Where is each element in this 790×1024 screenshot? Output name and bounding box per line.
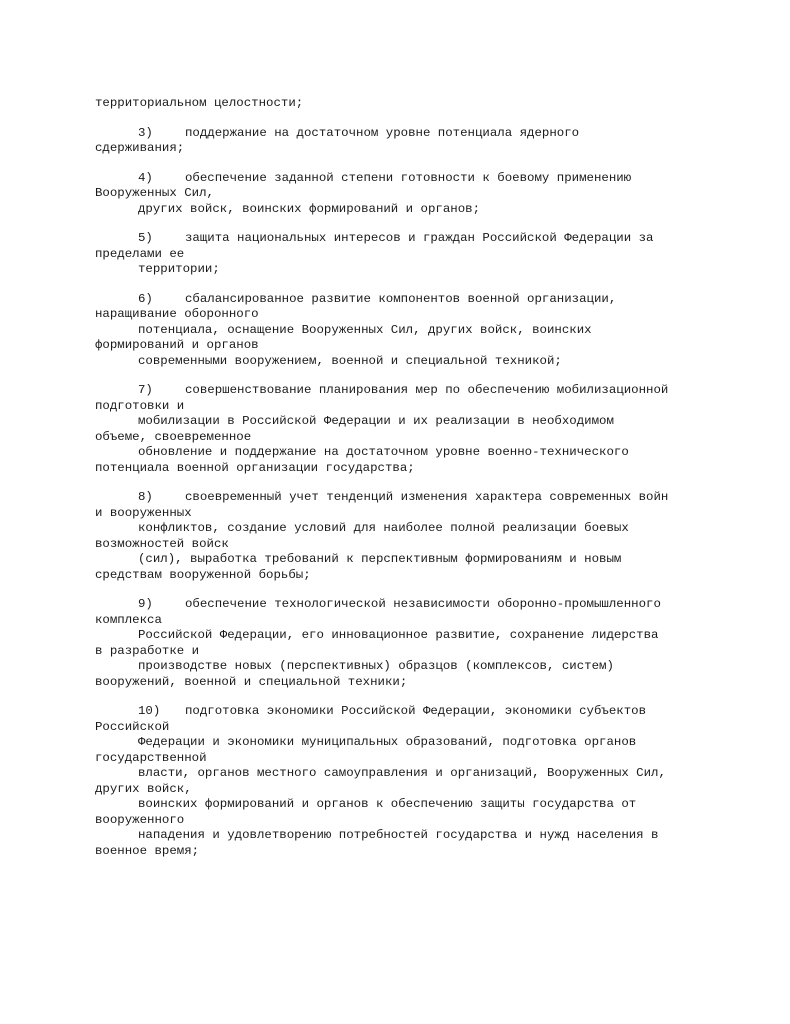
line-text: государственной <box>95 750 207 765</box>
item-number: 3) <box>138 125 153 140</box>
text-line <box>95 383 775 399</box>
text-line <box>95 430 775 446</box>
line-text: конфликтов, создание условий для наиболее полной реализации боевых <box>138 521 629 535</box>
text-line <box>95 521 775 537</box>
text-line <box>95 126 775 142</box>
line-text: сдерживания; <box>95 141 185 155</box>
text-line <box>95 675 775 691</box>
list-item <box>95 231 775 278</box>
text-line <box>95 323 775 339</box>
text-line <box>95 171 775 187</box>
text-line <box>95 597 775 613</box>
numbered-list <box>95 126 775 860</box>
text-line <box>95 751 775 767</box>
line-text: своевременный учет тенденций изменения характера современных войн <box>185 490 669 504</box>
text-line <box>95 537 775 553</box>
text-line <box>95 445 775 461</box>
line-text: власти, органов местного самоуправления и организаций, Вооруженных Сил, <box>138 766 666 780</box>
line-text: других войск, <box>95 781 192 796</box>
item-number: 5) <box>138 231 153 245</box>
item-number: 4) <box>138 170 153 185</box>
line-text: сбалансированное развитие компонентов военной организации, <box>185 291 617 306</box>
list-item <box>95 704 775 859</box>
line-text: средствам вооруженной борьбы; <box>95 567 311 582</box>
line-text: пределами ее <box>95 246 185 261</box>
list-item <box>95 490 775 583</box>
line-text: формирований и органов <box>95 338 259 352</box>
text-line <box>95 782 775 798</box>
line-text: в разработке и <box>95 643 200 658</box>
line-text: Российской Федерации, его инновационное развитие, сохранение лидерства <box>138 628 659 642</box>
intro-line: территориальном целостности; <box>95 96 304 110</box>
text-line <box>95 262 775 278</box>
line-text: производстве новых (перспективных) образцов (комплексов, систем) <box>138 659 614 673</box>
text-line <box>95 735 775 751</box>
text-line <box>95 490 775 506</box>
text-line <box>95 704 775 720</box>
line-text: вооруженного <box>95 812 185 827</box>
text-line <box>95 613 775 629</box>
text-line <box>95 399 775 415</box>
item-number: 7) <box>138 383 153 397</box>
text-line <box>95 338 775 354</box>
text-line <box>95 414 775 430</box>
text-line <box>95 307 775 323</box>
line-text: территории; <box>138 262 220 276</box>
text-line <box>95 720 775 736</box>
text-line <box>95 568 775 584</box>
text-line <box>95 813 775 829</box>
text-line <box>95 644 775 660</box>
line-text: военное время; <box>95 843 200 858</box>
line-text: подготовка экономики Российской Федерации, экономики субъектов <box>185 704 647 718</box>
line-text: мобилизации в Российской Федерации и их реализации в необходимом <box>138 414 614 428</box>
text-line <box>95 202 775 218</box>
line-text: совершенствование планирования мер по обеспечению мобилизационной <box>185 383 669 397</box>
line-text: поддержание на достаточном уровне потенциала ядерного <box>185 125 580 140</box>
text-line <box>95 844 775 860</box>
line-text: вооружений, военной и специальной техники; <box>95 674 408 689</box>
line-text: комплекса <box>95 612 162 627</box>
text-line <box>95 797 775 813</box>
list-item <box>95 171 775 218</box>
line-text: Российской <box>95 719 170 734</box>
line-text: нападения и удовлетворению потребностей государства и нужд населения в <box>138 828 659 842</box>
list-item <box>95 597 775 690</box>
line-text: объеме, своевременное <box>95 429 252 444</box>
text-line <box>95 141 775 157</box>
line-text: защита национальных интересов и граждан Российской Федерации за <box>185 231 654 245</box>
text-line <box>95 506 775 522</box>
list-item <box>95 126 775 157</box>
item-number: 9) <box>138 597 153 611</box>
item-number: 10) <box>138 704 161 718</box>
text-line <box>95 766 775 782</box>
text-line <box>95 828 775 844</box>
line-text: обеспечение технологической независимости оборонно-промышленного <box>185 597 661 611</box>
line-text: воинских формирований и органов к обеспечению защиты государства от <box>138 797 637 811</box>
item-number: 6) <box>138 291 153 306</box>
text-line <box>95 628 775 644</box>
text-line <box>95 659 775 675</box>
line-text: современными вооружением, военной и специальной техникой; <box>138 353 562 368</box>
line-text: других войск, воинских формирований и органов; <box>138 201 481 216</box>
line-text: возможностей войск <box>95 536 229 551</box>
line-text: (сил), выработка требований к перспективным формированиям и новым <box>138 552 622 566</box>
line-text: наращивание оборонного <box>95 307 259 321</box>
line-text: Вооруженных Сил, <box>95 186 214 200</box>
line-text: потенциала военной организации государства; <box>95 460 415 475</box>
line-text: Федерации и экономики муниципальных образований, подготовка органов <box>138 735 637 749</box>
line-text: и вооруженных <box>95 505 192 520</box>
line-text: потенциала, оснащение Вооруженных Сил, других войск, воинских <box>138 322 592 337</box>
list-item <box>95 292 775 370</box>
list-item <box>95 383 775 476</box>
text-line <box>95 186 775 202</box>
text-line <box>95 461 775 477</box>
text-line <box>95 552 775 568</box>
line-text: обеспечение заданной степени готовности к боевому применению <box>185 170 632 185</box>
line-text: обновление и поддержание на достаточном уровне военно-технического <box>138 445 629 459</box>
text-line <box>95 354 775 370</box>
line-text: подготовки и <box>95 398 185 413</box>
text-line <box>95 247 775 263</box>
text-line <box>95 292 775 308</box>
text-line <box>95 231 775 247</box>
document-page <box>95 96 775 873</box>
item-number: 8) <box>138 490 153 504</box>
